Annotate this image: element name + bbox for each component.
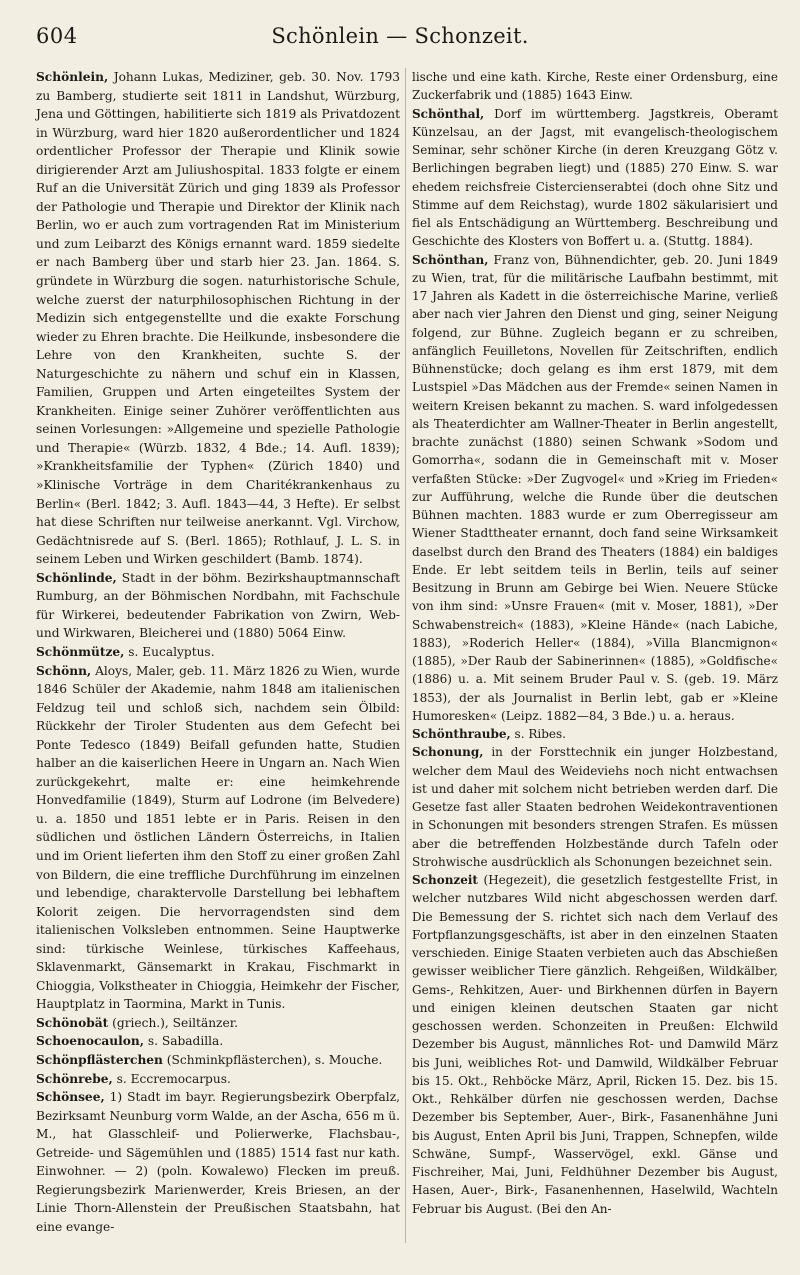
entry-schoenocaulon xyxy=(36,1032,400,1051)
entry-schoenlinde xyxy=(36,569,400,643)
entry-schonung xyxy=(412,743,778,871)
entry-text: (Hegezeit), die gesetzlich festgestellte Frist, in welcher nutzbares Wild nicht abgeschossen werden darf. Die Bemessung der S. richtet sich nach dem Verlauf des Fortpflanzungsgeschäfts, ist aber in den einzelnen Staaten verschieden. Einige Staaten verbieten auch das Abschießen gewisser weiblicher Tiere gänzlich. Rehgeißen, Wildkälber, Gems-, Rehkitzen, Auer- und Birkhennen dürfen in Bayern und einigen kleinen deutschen Staaten gar nicht geschossen werden. Schonzeiten in Preußen: Elchwild Dezember bis August, männliches Rot- und Damwild März bis Juni, weibliches Rot- und Damwild, Wildkälber Februar bis 15. Okt., Rehböcke März, April, Ricken 15. Dez. bis 15. Okt., Rehkälber dürfen nie geschossen werden, Dachse Dezember bis September, Auer-, Birk-, Fasanenhähne Juni bis August, Enten April bis Juni, Trappen, Schnepfen, wilde Schwäne, Sumpf-, Wasservögel, exkl. Gänse und Fischreiher, Mai, Juni, Feldhühner Dezember bis August, Hasen, Auer-, Birk-, Fasanenhennen, Haselwild, Wachteln Februar bis August. (Bei den An- xyxy=(412,873,778,1216)
entry-text: (griech.), Seiltänzer. xyxy=(108,1015,239,1030)
entry-text: (Schminkpflästerchen), s. Mouche. xyxy=(162,1052,383,1067)
entry-headword: Schönthal, xyxy=(412,106,485,121)
entry-headword: Schönrebe, xyxy=(36,1071,113,1086)
entry-text: Dorf im württemberg. Jagstkreis, Oberamt Künzelsau, an der Jagst, mit evangelisch-theologischem Seminar, sehr schöner Kirche (in deren Kreuzgang Götz v. Berlichingen begraben liegt) und (1885) 270 Einw. S. war ehedem reichsfreie Cistercienserabtei (doch ohne Sitz und Stimme auf dem Reichstag), wurde 1802 säkularisiert und fiel als Entschädigung an Württemberg. Beschreibung und Geschichte des Klosters von Boffert u. a. (Stuttg. 1884). xyxy=(412,106,778,249)
entry-text: Johann Lukas, Mediziner, geb. 30. Nov. 1793 zu Bamberg, studierte seit 1811 in Landshut, Würzburg, Jena und Göttingen, habilitierte sich 1819 als Privatdozent in Würzburg, ward hier 1820 außerordentlicher und 1824 ordentlicher Professor der Therapie und Klinik sowie dirigierender Arzt am Juliushospital. 1833 folgte er einem Ruf an die Universität Zürich und ging 1839 als Professor der Pathologie und Therapie und Direktor der Klinik nach Berlin, wo er auch zum vortragenden Rat im Ministerium und zum Leibarzt des Königs ernannt ward. 1859 siedelte er nach Bamberg über und starb hier 23. Jan. 1864. S. gründete in Würzburg die sogen. naturhistorische Schule, welche zuerst der naturphilosophischen Richtung in der Medizin sich entgegenstellte und die exakte Forschung wieder zu Ehren brachte. Die Heilkunde, insbesondere die Lehre von den Krankheiten, suchte S. der Naturgeschichte zu nähern und schuf ein in Klassen, Familien, Gruppen und Arten eingeteiltes System der Krankheiten. Einige seiner Zuhörer veröffentlichten aus seinen Vorlesungen: »Allgemeine und spezielle Pathologie und Therapie« (Würzb. 1832, 4 Bde.; 14. Aufl. 1839); »Krankheitsfamilie der Typhen« (Zürich 1840) und »Klinische Vorträge in dem Charitékrankenhaus zu Berlin« (Berl. 1842; 3. Aufl. 1843—44, 3 Hefte). Er selbst hat diese Schriften nur teilweise anerkannt. Vgl. Virchow, Gedächtnisrede auf S. (Berl. 1865); Rothlauf, J. L. S. in seinem Leben und Wirken geschildert (Bamb. 1874). xyxy=(36,70,400,567)
entry-text: s. Sabadilla. xyxy=(144,1034,224,1049)
entry-headword: Schonung, xyxy=(412,745,484,760)
entry-schoenthraube xyxy=(412,725,778,743)
entry-schoenlein xyxy=(36,68,400,569)
running-title: Schönlein — Schonzeit. xyxy=(271,24,529,48)
entry-schonzeit xyxy=(412,871,778,1218)
entry-schoenpflaesterchen xyxy=(36,1051,400,1070)
entry-schoenrebe xyxy=(36,1070,400,1089)
entry-headword: Schönlein, xyxy=(36,70,109,84)
entry-headword: Schonzeit xyxy=(412,873,478,887)
entry-text: in der Forsttechnik ein junger Holzbestand, welcher dem Maul des Weideviehs noch nicht entwachsen ist und daher mit solchem nicht betrieben werden darf. Die Gesetze fast aller Staaten bedrohen Weidekontraventionen in Schonungen mit besonders strengen Strafen. Es müssen aber die betreffenden Holzbestände durch Tafeln oder Strohwische ausdrücklich als Schonungen bezeichnet sein. xyxy=(412,745,778,869)
entry-text: s. Eccremocarpus. xyxy=(112,1071,231,1086)
entry-headword: Schönpflästerchen xyxy=(36,1052,163,1067)
entry-text: s. Ribes. xyxy=(510,727,566,741)
entry-text: s. Eucalyptus. xyxy=(124,644,215,659)
entry-text: Aloys, Maler, geb. 11. März 1826 zu Wien, wurde 1846 Schüler der Akademie, nahm 1848 am italienischen Feldzug teil und schloß sich, nachdem sein Ölbild: Rückkehr der Tiroler Studenten aus dem Gefecht bei Ponte Tedesco (1849) Beifall gefunden hatte, Studien halber an die kaiserlichen Heere in Ungarn an. Nach Wien zurückgekehrt, malte er: eine heimkehrende Honvedfamilie (1849), Sturm auf Lodrone (im Belvedere) u. a. 1850 und 1851 lebte er in Paris. Reisen in den südlichen und östlichen Ländern Österreichs, in Italien und im Orient lieferten ihm den Stoff zu einer großen Zahl von Bildern, die eine treffliche Durchführung im einzelnen und lebendige, charaktervolle Darstellung bei lebhaftem Kolorit zeigen. Die hervorragendsten sind dem italienischen Volksleben entnommen. Seine Hauptwerke sind: türkische Weinlese, türkisches Kaffeehaus, Sklavenmarkt, Gänsemarkt in Krakau, Fischmarkt in Chioggia, Volkstheater in Chioggia, Heimkehr der Fischer, Hauptplatz in Taormina, Markt in Tunis. xyxy=(36,663,400,1012)
entry-schoenthal xyxy=(412,105,778,251)
entry-headword: Schönthan, xyxy=(412,252,489,267)
entry-schoenobaet xyxy=(36,1014,400,1033)
column-divider xyxy=(405,68,406,1243)
left-column xyxy=(36,68,400,1236)
entry-text: Franz von, Bühnendichter, geb. 20. Juni 1849 zu Wien, trat, für die militärische Laufbahn bestimmt, mit 17 Jahren als Kadett in die österreichische Marine, verließ aber nach vier Jahren den Dienst und ging, seiner Neigung folgend, zur Bühne. Zugleich begann er zu schreiben, anfänglich Feuilletons, Novellen für Zeitschriften, endlich Bühnenstücke; doch gelang es ihm erst 1879, mit dem Lustspiel »Das Mädchen aus der Fremde« seinen Namen in weitern Kreisen bekannt zu machen. S. ward infolgedessen als Theaterdichter am Wallner-Theater in Berlin angestellt, brachte zunächst (1880) seinen Schwank »Sodom und Gomorrha«, sodann die in Gemeinschaft mit v. Moser verfaßten Stücke: »Der Zugvogel« und »Krieg im Frieden« zur Aufführung, welche die Runde über die deutschen Bühnen machten. 1883 wurde er zum Oberregisseur am Wiener Stadttheater ernannt, doch fand seine Wirksamkeit daselbst durch den Brand des Theaters (1884) ein baldiges Ende. Er lebt seitdem teils in Berlin, teils auf seiner Besitzung in Brunn am Gebirge bei Wien. Neuere Stücke von ihm sind: »Unsre Frauen« (mit v. Moser, 1881), »Der Schwabenstreich« (1883), »Kleine Hände« (nach Labiche, 1883), »Roderich Heller« (1884), »Villa Blancmignon« (1885), »Der Raub der Sabinerinnen« (1885), »Goldfische« (1886) u. a. Mit seinem Bruder Paul v. S. (geb. 19. März 1853), der als Journalist in Berlin lebt, gab er »Kleine Humoresken« (Leipz. 1882—84, 3 Bde.) u. a. heraus. xyxy=(412,252,778,723)
entry-text: Stadt in der böhm. Bezirkshauptmannschaft Rumburg, an der Böhmischen Nordbahn, mit Fachschule für Wirkerei, bedeutender Fabrikation von Zwirn, Web- und Wirkwaren, Bleicherei und (1880) 5064 Einw. xyxy=(36,570,400,641)
entry-headword: Schönthraube, xyxy=(412,727,511,741)
entry-text: lische und eine kath. Kirche, Reste einer Ordensburg, eine Zuckerfabrik und (1885) 1643 Einw. xyxy=(412,70,778,103)
entry-schoensee xyxy=(36,1088,400,1236)
entry-continuation xyxy=(412,68,778,105)
entry-schoenthan xyxy=(412,251,778,726)
entry-headword: Schönlinde, xyxy=(36,570,117,585)
entry-schoenmuetze xyxy=(36,643,400,662)
entry-headword: Schönn, xyxy=(36,663,92,678)
entry-headword: Schönsee, xyxy=(36,1090,105,1105)
entry-headword: Schönmütze, xyxy=(36,644,125,659)
right-column xyxy=(412,68,778,1218)
page-number: 604 xyxy=(36,24,78,48)
entry-headword: Schönobät xyxy=(36,1015,109,1030)
entry-text: 1) Stadt im bayr. Regierungsbezirk Oberpfalz, Bezirksamt Neunburg vorm Walde, an der Ascha, 656 m ü. M., hat Glasschleif- und Polierwerke, Flachsbau-, Getreide- und Sägemühlen und (1885) 1514 fast nur kath. Einwohner. — 2) (poln. Kowalewo) Flecken im preuß. Regierungsbezirk Marienwerder, Kreis Briesen, an der Linie Thorn-Allenstein der Preußischen Staatsbahn, hat eine evange- xyxy=(36,1090,400,1234)
entry-headword: Schoenocaulon, xyxy=(36,1034,144,1049)
entry-schoenn xyxy=(36,662,400,1014)
